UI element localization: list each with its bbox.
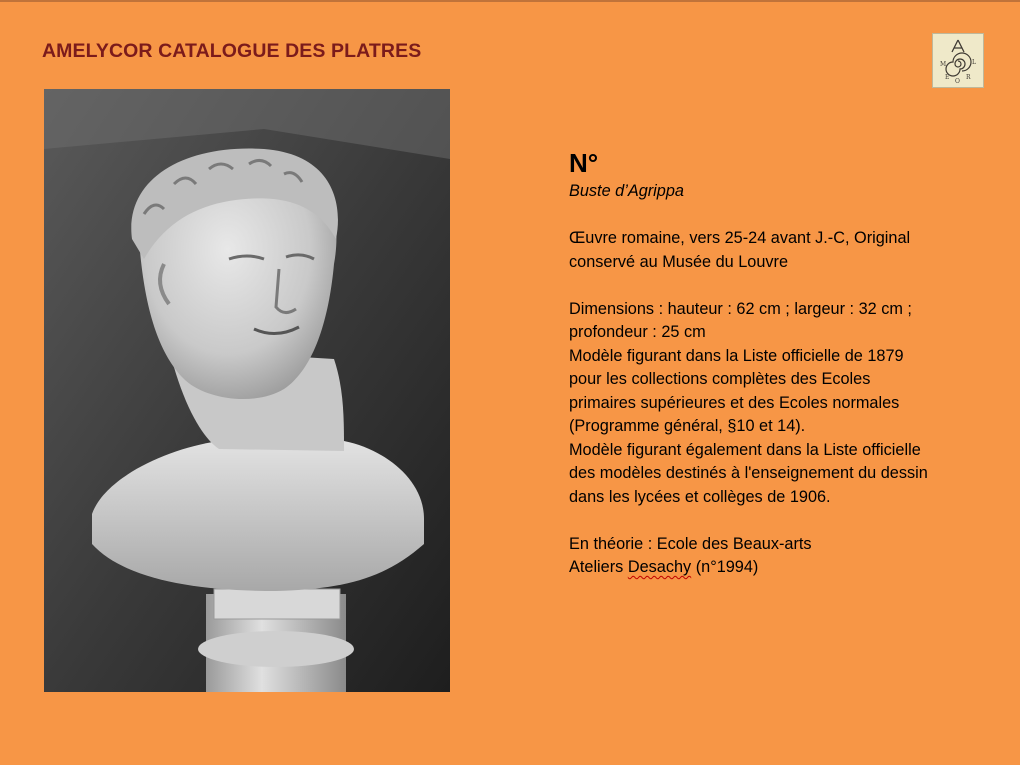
svg-text:O: O	[955, 78, 960, 85]
list-1879-line: Modèle figurant dans la Liste officielle de 1879	[569, 346, 904, 365]
svg-text:E: E	[945, 74, 950, 81]
origin-line: conservé au Musée du Louvre	[569, 252, 789, 271]
list-1906-line: dans les lycées et collèges de 1906.	[569, 487, 831, 506]
ateliers-prefix: Ateliers	[569, 558, 628, 576]
list-1879-line: pour les collections complètes des Ecoles	[569, 370, 871, 388]
dimensions-line: Dimensions : hauteur : 62 cm ; largeur : 32 cm ;	[569, 299, 912, 318]
svg-text:L: L	[972, 59, 976, 66]
catalogue-title: AMELYCOR CATALOGUE DES PLATRES	[42, 40, 422, 62]
theory-line: En théorie : Ecole des Beaux-arts	[569, 534, 812, 553]
catalogue-entry	[569, 148, 989, 580]
ateliers-line	[569, 556, 989, 580]
list-1879-line: (Programme général, §10 et 14).	[569, 417, 806, 435]
bust-photo	[44, 89, 450, 692]
list-1906-line: des modèles destinés à l'enseignement du dessin	[569, 464, 928, 482]
ateliers-suffix: (n°1994)	[691, 558, 759, 576]
dimensions-line: profondeur : 25 cm	[569, 323, 706, 341]
entry-subtitle: Buste d’Agrippa	[569, 182, 684, 200]
list-1879-line: primaires supérieures et des Ecoles normales	[569, 393, 900, 412]
spiral-logo-icon	[933, 34, 983, 87]
svg-text:R: R	[966, 74, 971, 81]
origin-line: Œuvre romaine, vers 25-24 avant J.-C, Original	[569, 229, 911, 247]
ateliers-name: Desachy	[627, 558, 692, 576]
svg-text:M: M	[940, 61, 947, 68]
amelycor-logo	[932, 33, 984, 88]
entry-number: N°	[569, 148, 599, 178]
list-1906-line: Modèle figurant également dans la Liste officielle	[569, 440, 921, 459]
top-border	[0, 0, 1020, 2]
